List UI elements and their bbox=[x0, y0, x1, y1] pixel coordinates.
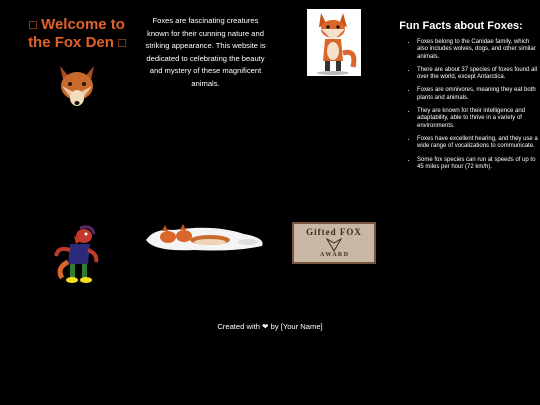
award-title: Gifted FOX bbox=[306, 227, 362, 237]
foxes-in-snow-image bbox=[144, 222, 266, 252]
page-title bbox=[18, 16, 136, 52]
fox-face-image bbox=[56, 64, 98, 108]
list-item: • They are known for their intelligence and adaptability, able to thrive in a variety of environments. bbox=[417, 108, 539, 130]
missing-glyph-icon: □ bbox=[29, 17, 37, 32]
cartoon-fox-image bbox=[307, 9, 361, 76]
footer bbox=[0, 322, 540, 331]
list-item: • Foxes belong to the Canidae family, which also includes wolves, dogs, and other similar animals. bbox=[417, 39, 539, 61]
list-item: • There are about 37 species of foxes found all over the world, except Antarctica. bbox=[417, 67, 539, 82]
missing-glyph-icon: □ bbox=[118, 35, 126, 50]
facts-list bbox=[405, 39, 539, 177]
fox-head-icon bbox=[326, 238, 342, 252]
list-item: • Some fox species can run at speeds of up to 45 miles per hour (72 km/h). bbox=[417, 157, 539, 172]
footer-prefix: Created with bbox=[217, 322, 260, 331]
dancing-fox-image bbox=[52, 222, 100, 284]
heart-icon: ❤ bbox=[262, 322, 269, 331]
footer-suffix: by [Your Name] bbox=[270, 322, 323, 331]
list-item: • Foxes have excellent hearing, and they use a wide range of vocalizations to communicate. bbox=[417, 136, 539, 151]
title-line-2: the Fox Den bbox=[28, 34, 114, 51]
facts-heading: Fun Facts about Foxes: bbox=[399, 20, 523, 32]
list-item: • Foxes are omnivores, meaning they eat both plants and animals. bbox=[417, 87, 539, 102]
title-line-1: Welcome to bbox=[41, 16, 125, 33]
award-subtitle: A W A R D bbox=[319, 252, 349, 258]
intro-paragraph: Foxes are fascinating creatures known for their cunning nature and striking appearance. This website is dedicated to celebrating the beauty and mystery of these magnificent animals. bbox=[145, 16, 266, 88]
gifted-fox-award bbox=[292, 222, 376, 264]
